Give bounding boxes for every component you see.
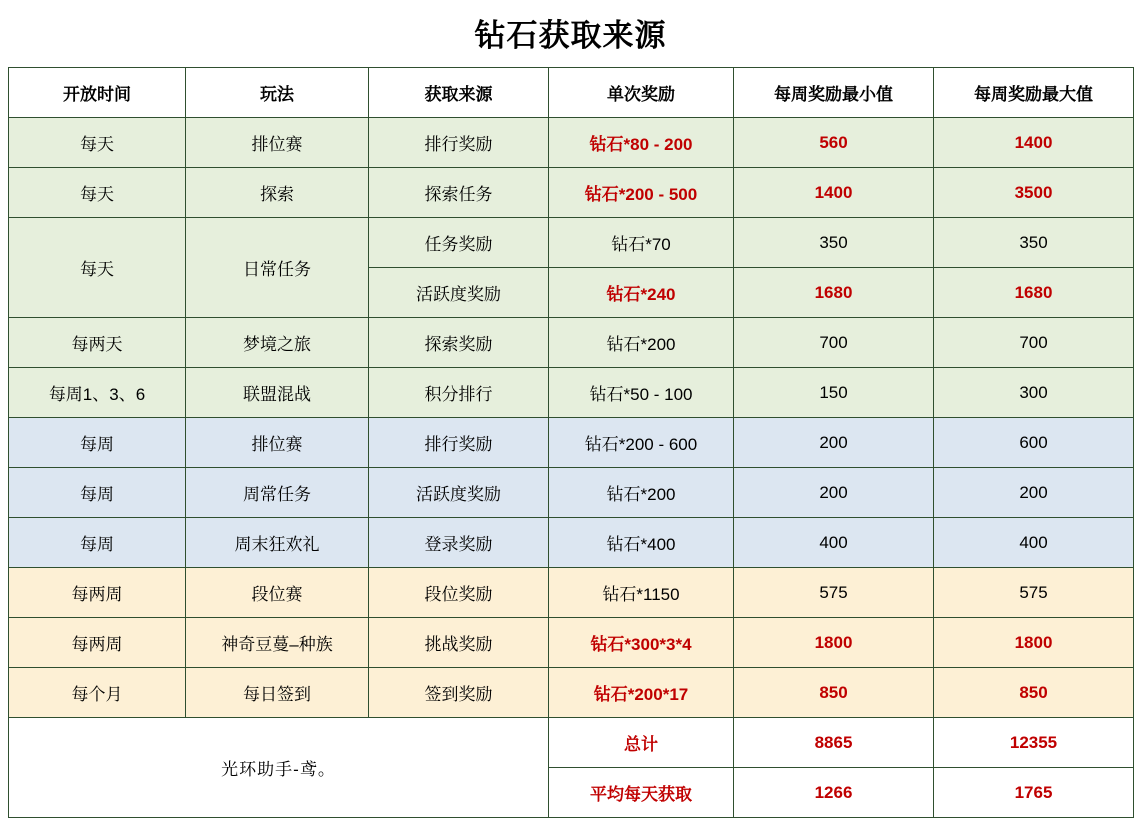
table-header-row [9, 68, 1134, 118]
cell-weekly-max: 600 [934, 418, 1134, 468]
table-row [9, 318, 1134, 368]
totals-label-average: 平均每天获取 [549, 768, 734, 818]
cell-weekly-min: 1680 [734, 268, 934, 318]
cell-single-reward: 钻石*200 - 500 [549, 168, 734, 218]
table-row [9, 368, 1134, 418]
cell-mode: 周常任务 [186, 468, 369, 518]
cell-weekly-min: 150 [734, 368, 934, 418]
cell-single-reward: 钻石*200 - 600 [549, 418, 734, 468]
cell-weekly-min: 200 [734, 418, 934, 468]
cell-weekly-min: 400 [734, 518, 934, 568]
column-header-weekly-min: 每周奖励最小值 [734, 68, 934, 118]
column-header-single-reward: 单次奖励 [549, 68, 734, 118]
cell-source: 段位奖励 [369, 568, 549, 618]
column-header-mode: 玩法 [186, 68, 369, 118]
table-row [9, 618, 1134, 668]
cell-weekly-max: 575 [934, 568, 1134, 618]
column-header-time: 开放时间 [9, 68, 186, 118]
cell-weekly-max: 300 [934, 368, 1134, 418]
table-row [9, 468, 1134, 518]
cell-single-reward: 钻石*300*3*4 [549, 618, 734, 668]
cell-source: 排行奖励 [369, 118, 549, 168]
totals-label-sum: 总计 [549, 718, 734, 768]
column-header-weekly-max: 每周奖励最大值 [934, 68, 1134, 118]
totals-row [9, 718, 1134, 768]
cell-time: 每两天 [9, 318, 186, 368]
cell-time: 每周 [9, 418, 186, 468]
cell-mode: 日常任务 [186, 218, 369, 318]
cell-source: 任务奖励 [369, 218, 549, 268]
cell-single-reward: 钻石*400 [549, 518, 734, 568]
cell-single-reward: 钻石*80 - 200 [549, 118, 734, 168]
cell-mode: 段位赛 [186, 568, 369, 618]
cell-time: 每两周 [9, 618, 186, 668]
cell-time: 每天 [9, 168, 186, 218]
table-row [9, 418, 1134, 468]
footer-note: 光环助手-鸢。 [9, 718, 549, 818]
cell-time: 每天 [9, 118, 186, 168]
cell-single-reward: 钻石*200 [549, 468, 734, 518]
totals-value-min-average: 1266 [734, 768, 934, 818]
cell-time: 每周1、3、6 [9, 368, 186, 418]
cell-single-reward: 钻石*1150 [549, 568, 734, 618]
cell-source: 探索奖励 [369, 318, 549, 368]
diamond-sources-table [8, 67, 1134, 818]
cell-time: 每周 [9, 468, 186, 518]
cell-weekly-min: 700 [734, 318, 934, 368]
cell-single-reward: 钻石*70 [549, 218, 734, 268]
table-row [9, 668, 1134, 718]
cell-time: 每天 [9, 218, 186, 318]
cell-source: 排行奖励 [369, 418, 549, 468]
table-row [9, 168, 1134, 218]
cell-weekly-max: 400 [934, 518, 1134, 568]
cell-source: 登录奖励 [369, 518, 549, 568]
cell-source: 挑战奖励 [369, 618, 549, 668]
page-title: 钻石获取来源 [474, 18, 667, 53]
cell-single-reward: 钻石*240 [549, 268, 734, 318]
cell-mode: 排位赛 [186, 418, 369, 468]
cell-source: 活跃度奖励 [369, 468, 549, 518]
cell-weekly-min: 575 [734, 568, 934, 618]
cell-time: 每个月 [9, 668, 186, 718]
cell-single-reward: 钻石*200 [549, 318, 734, 368]
cell-weekly-max: 1400 [934, 118, 1134, 168]
cell-weekly-min: 350 [734, 218, 934, 268]
totals-value-max-average: 1765 [934, 768, 1134, 818]
cell-mode: 探索 [186, 168, 369, 218]
cell-weekly-max: 3500 [934, 168, 1134, 218]
table-row [9, 218, 1134, 268]
cell-mode: 每日签到 [186, 668, 369, 718]
cell-weekly-min: 1400 [734, 168, 934, 218]
cell-weekly-min: 200 [734, 468, 934, 518]
column-header-source: 获取来源 [369, 68, 549, 118]
cell-single-reward: 钻石*200*17 [549, 668, 734, 718]
cell-time: 每两周 [9, 568, 186, 618]
cell-mode: 周末狂欢礼 [186, 518, 369, 568]
cell-mode: 梦境之旅 [186, 318, 369, 368]
cell-mode: 联盟混战 [186, 368, 369, 418]
cell-source: 积分排行 [369, 368, 549, 418]
cell-weekly-min: 560 [734, 118, 934, 168]
cell-mode: 排位赛 [186, 118, 369, 168]
cell-weekly-max: 1680 [934, 268, 1134, 318]
cell-source: 活跃度奖励 [369, 268, 549, 318]
cell-weekly-max: 850 [934, 668, 1134, 718]
totals-value-max-sum: 12355 [934, 718, 1134, 768]
cell-weekly-min: 1800 [734, 618, 934, 668]
cell-weekly-min: 850 [734, 668, 934, 718]
cell-weekly-max: 350 [934, 218, 1134, 268]
cell-weekly-max: 1800 [934, 618, 1134, 668]
cell-mode: 神奇豆蔓–种族 [186, 618, 369, 668]
cell-source: 探索任务 [369, 168, 549, 218]
totals-value-min-sum: 8865 [734, 718, 934, 768]
cell-weekly-max: 200 [934, 468, 1134, 518]
cell-single-reward: 钻石*50 - 100 [549, 368, 734, 418]
cell-source: 签到奖励 [369, 668, 549, 718]
cell-time: 每周 [9, 518, 186, 568]
cell-weekly-max: 700 [934, 318, 1134, 368]
table-row [9, 568, 1134, 618]
table-row [9, 518, 1134, 568]
table-row [9, 118, 1134, 168]
